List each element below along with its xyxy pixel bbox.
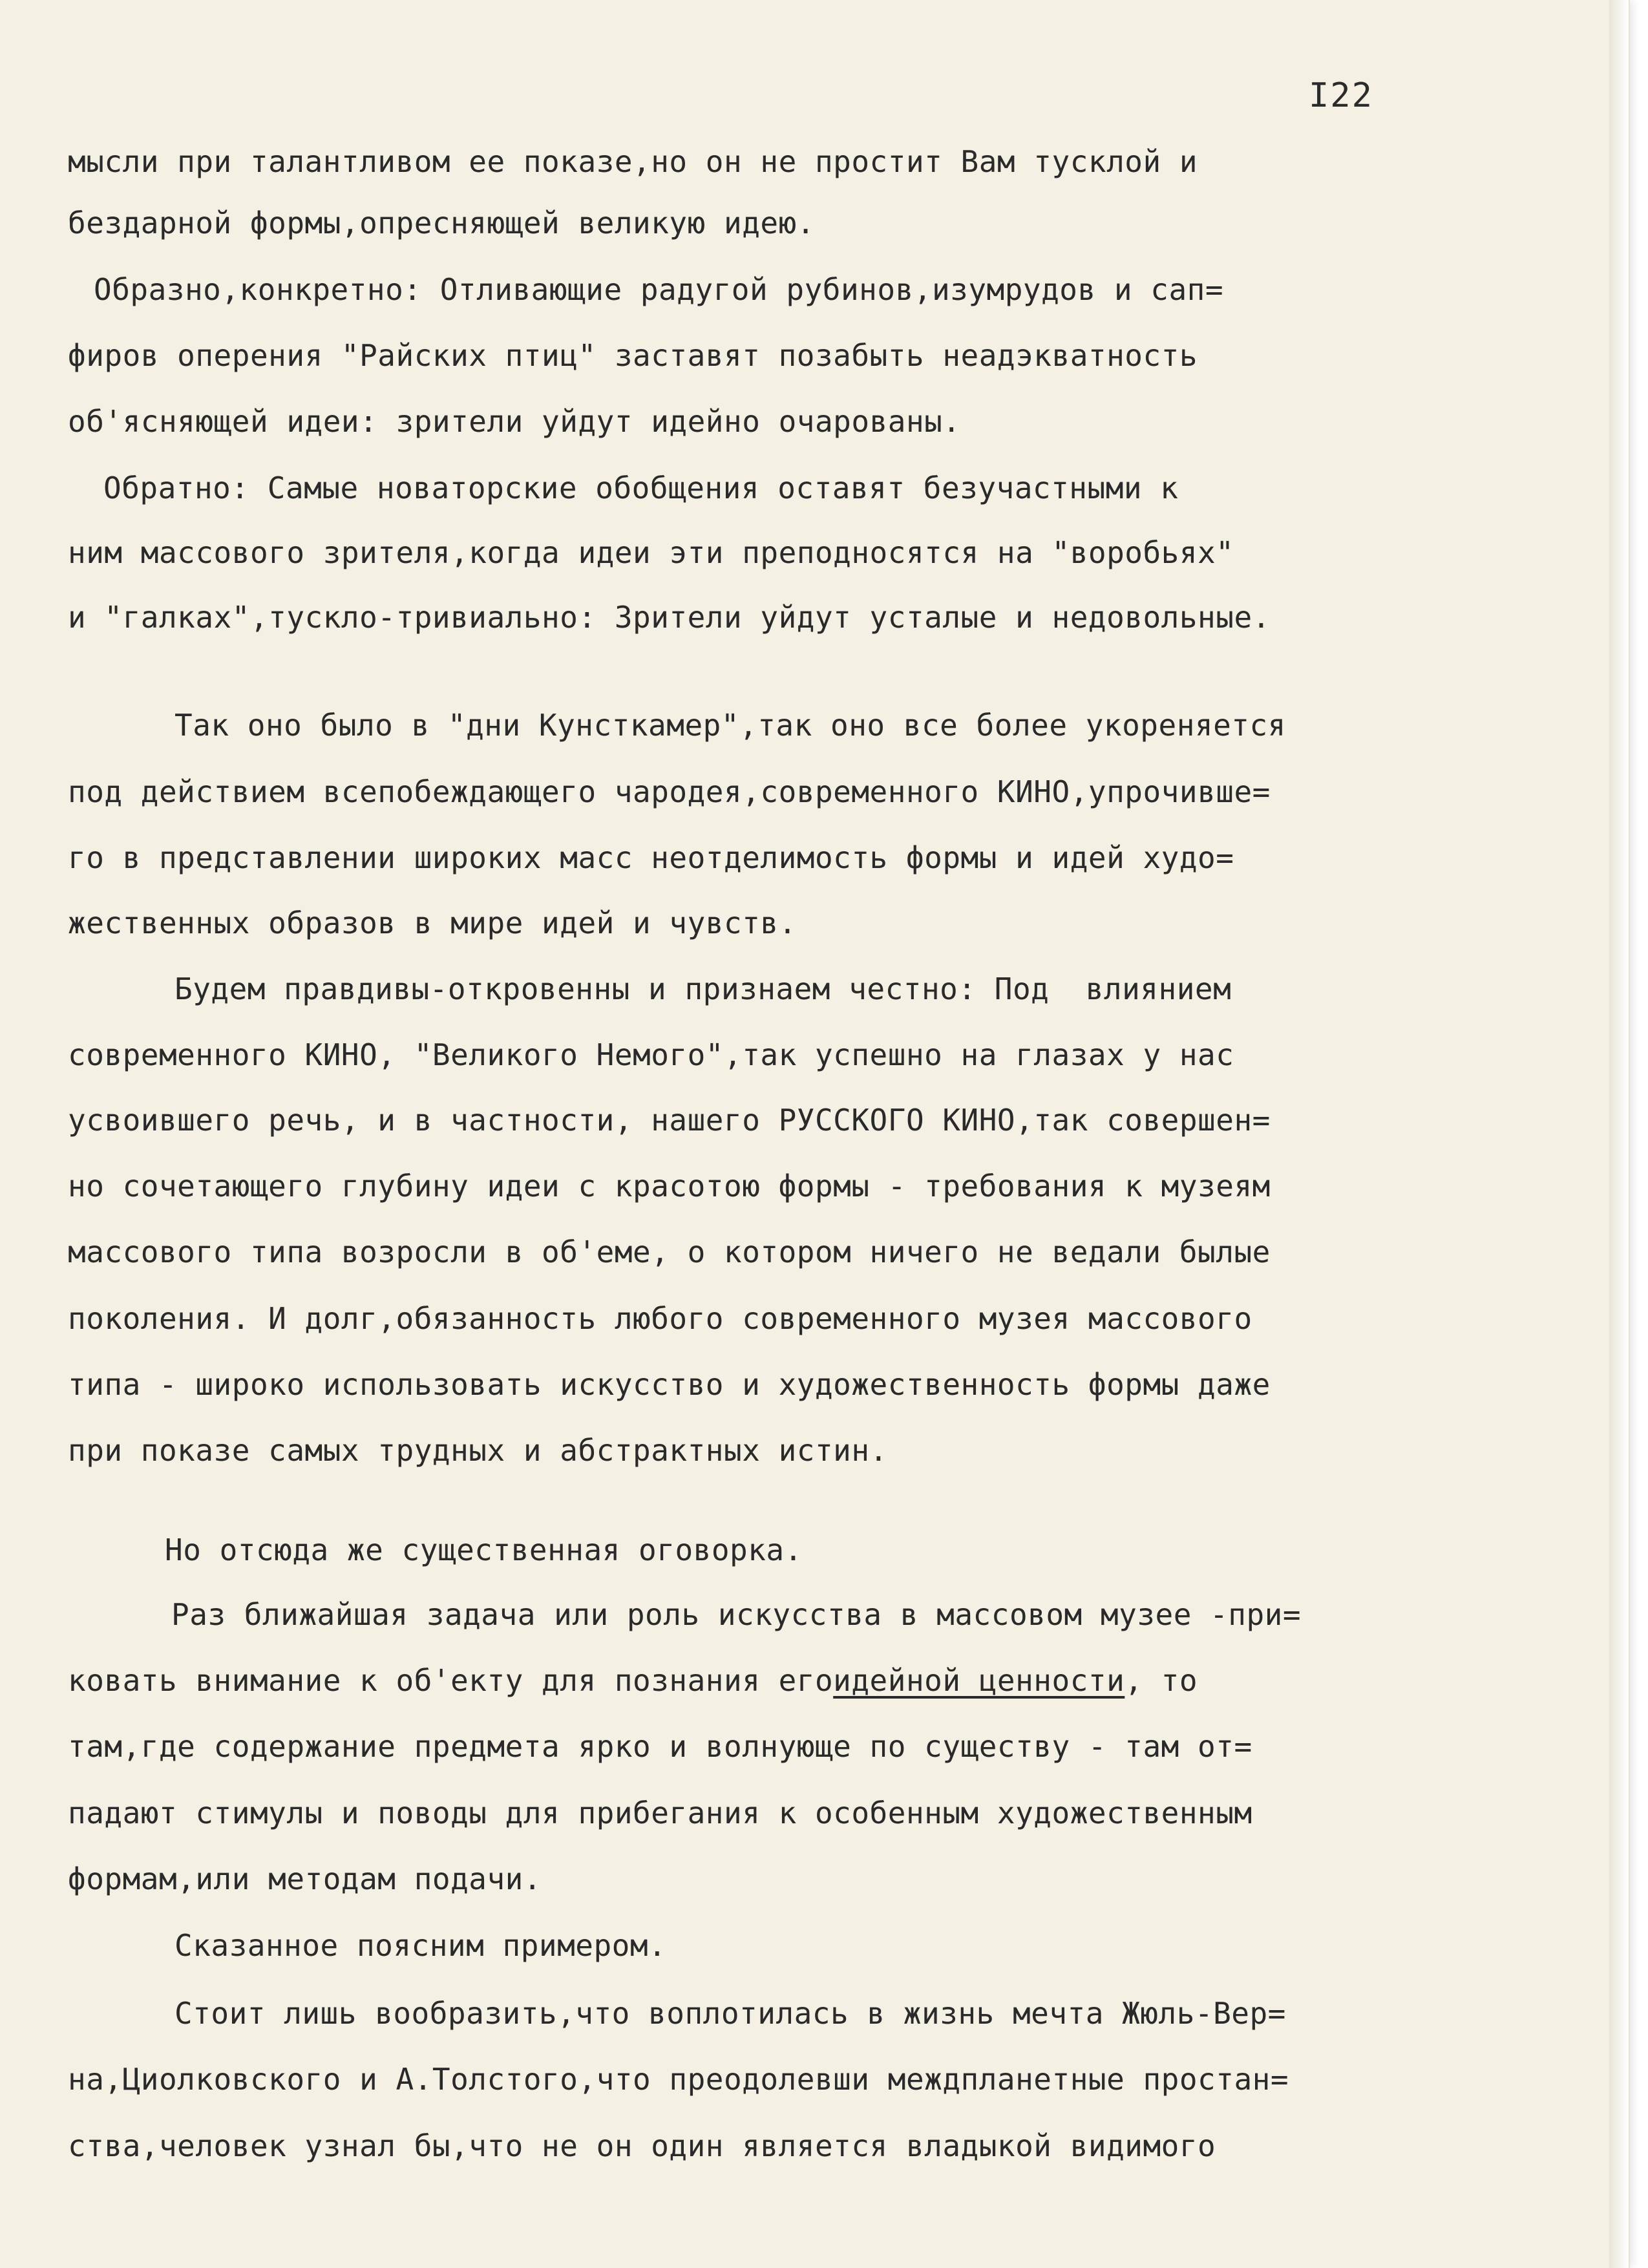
text-line: фиров оперения "Райских птиц" заставят позабыть неадэкватность xyxy=(68,338,1198,373)
text-line: Образно,конкретно: Отливающие радугой рубинов,изумрудов и сап= xyxy=(94,272,1224,307)
text-line: Так оно было в "дни Кунсткамер",так оно все более укореняется xyxy=(174,708,1286,743)
text-line: там,где содержание предмета ярко и волнующе по существу - там от= xyxy=(68,1729,1252,1764)
text-line: Раз ближайшая задача или роль искусства в массовом музее -при= xyxy=(171,1597,1302,1632)
text-span: ковать внимание к об'екту для познания его xyxy=(68,1663,834,1698)
text-line: на,Циолковского и А.Толстого,что преодолевши междпланетные простан= xyxy=(68,2062,1289,2097)
text-line: Будем правдивы-откровенны и признаем честно: Под влиянием xyxy=(174,971,1232,1006)
text-line: формам,или методам подачи. xyxy=(68,1861,542,1896)
text-line: мысли при талантливом ее показе,но он не простит Вам тусклой и xyxy=(68,144,1198,179)
text-line: ства,человек узнал бы,что не он один является владыкой видимого xyxy=(68,2128,1216,2163)
text-line xyxy=(68,1661,1198,1700)
text-line: Сказанное поясним примером. xyxy=(174,1928,667,1963)
text-line: массового типа возросли в об'еме, о котором ничего не ведали былые xyxy=(68,1235,1271,1269)
underlined-phrase: идейной ценности xyxy=(833,1663,1125,1698)
text-line: при показе самых трудных и абстрактных истин. xyxy=(68,1433,888,1468)
text-line: ним массового зрителя,когда идеи эти преподносятся на "воробьях" xyxy=(68,535,1234,570)
text-line: об'ясняющей идеи: зрители уйдут идейно очарованы. xyxy=(68,404,961,439)
page-edge xyxy=(1609,0,1629,2268)
text-line: Но отсюда же существенная оговорка. xyxy=(165,1532,803,1567)
text-line: бездарной формы,опресняющей великую идею. xyxy=(68,206,815,240)
text-line: го в представлении широких масс неотделимость формы и идей худо= xyxy=(68,840,1234,875)
text-line: Обратно: Самые новаторские обобщения оставят безучастными к xyxy=(103,471,1179,505)
text-line: современного КИНО, "Великого Немого",так успешно на глазах у нас xyxy=(68,1037,1234,1072)
text-line: Стоит лишь вообразить,что воплотилась в жизнь мечта Жюль-Вер= xyxy=(174,1996,1286,2031)
text-line: жественных образов в мире идей и чувств. xyxy=(68,906,797,940)
text-line: поколения. И долг,обязанность любого современного музея массового xyxy=(68,1301,1252,1336)
text-line: типа - широко использовать искусство и художественность формы даже xyxy=(68,1367,1271,1402)
text-line: падают стимулы и поводы для прибегания к особенным художественным xyxy=(68,1796,1252,1830)
page-number: I22 xyxy=(1309,76,1373,115)
text-line: и "галках",тускло-тривиально: Зрители уйдут усталые и недовольные. xyxy=(68,600,1271,635)
text-line: под действием всепобеждающего чародея,современного КИНО,упрочивше= xyxy=(68,774,1271,809)
text-line: но сочетающего глубину идеи с красотою формы - требования к музеям xyxy=(68,1169,1271,1203)
text-span: , то xyxy=(1125,1663,1198,1698)
text-line: усвоившего речь, и в частности, нашего РУССКОГО КИНО,так совершен= xyxy=(68,1103,1271,1138)
